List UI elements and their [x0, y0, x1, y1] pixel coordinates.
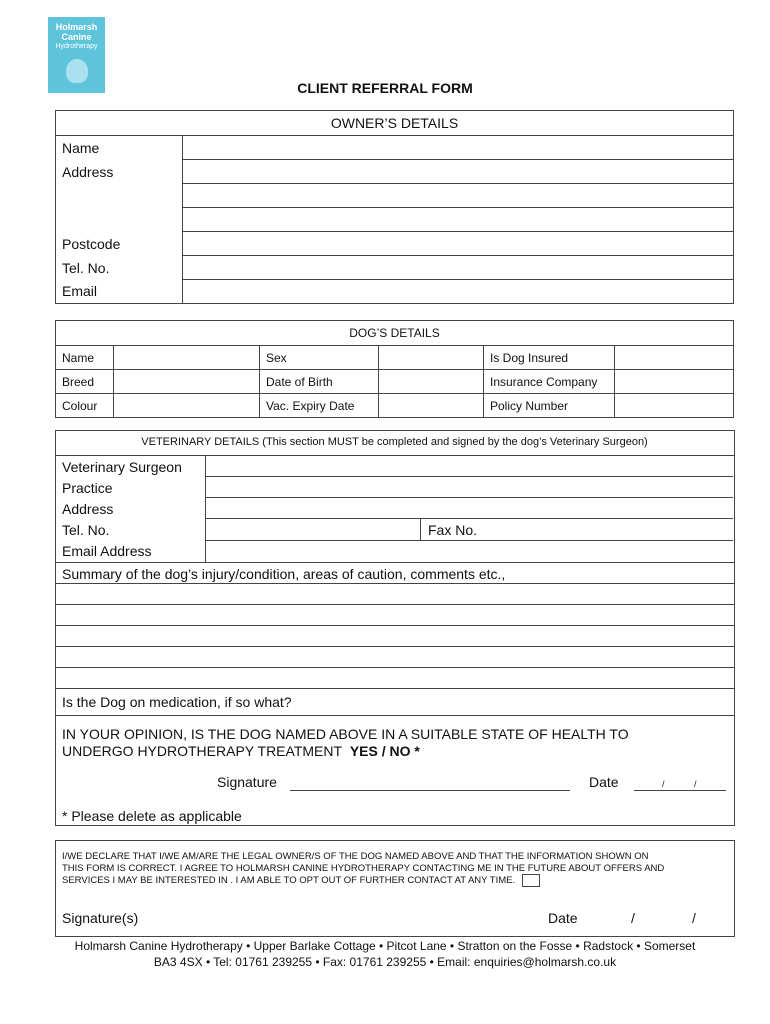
- owner-address-label: Address: [56, 160, 183, 184]
- vet-email-label: Email Address: [62, 543, 152, 559]
- dog-sex-label: Sex: [260, 346, 379, 370]
- vet-address-field[interactable]: [205, 518, 733, 519]
- vet-date-slash-1: /: [662, 779, 665, 789]
- owner-date-slash-2: /: [692, 910, 696, 926]
- footer-address-line1: Holmarsh Canine Hydrotherapy • Upper Barlake Cottage • Pitcot Lane • Stratton on the Fosse • Radstock • Somerset: [74, 939, 696, 953]
- declaration-line2: THIS FORM IS CORRECT. I AGREE TO HOLMARSH CANINE HYDROTHERAPY CONTACTING ME IN THE FUTURE ABOUT OFFERS AND: [62, 863, 665, 874]
- owner-tel-field[interactable]: [183, 256, 734, 280]
- owner-postcode-label: Postcode: [56, 232, 183, 256]
- dog-insured-field[interactable]: [615, 346, 734, 370]
- dogs-header: DOG’S DETAILS: [56, 321, 734, 346]
- owner-tel-label: Tel. No.: [56, 256, 183, 280]
- vet-date-label: Date: [589, 774, 619, 790]
- owner-postcode-field[interactable]: [183, 232, 734, 256]
- owner-name-label: Name: [56, 136, 183, 160]
- logo-text-1: Holmarsh: [55, 22, 98, 32]
- dog-insured-label: Is Dog Insured: [484, 346, 615, 370]
- dog-name-label: Name: [56, 346, 114, 370]
- dogs-details-table: [55, 320, 734, 418]
- owners-details-table: [55, 110, 734, 304]
- veterinary-section: [55, 430, 735, 826]
- owner-address-field-2[interactable]: [183, 184, 734, 208]
- logo-text-2: Canine: [61, 32, 92, 42]
- dog-insurer-label: Insurance Company: [484, 370, 615, 394]
- opt-out-checkbox[interactable]: [522, 874, 540, 887]
- dog-vac-field[interactable]: [379, 394, 484, 418]
- vet-medication-label: Is the Dog on medication, if so what?: [62, 694, 292, 710]
- yes-no-choice[interactable]: YES / NO *: [349, 743, 420, 759]
- dog-name-field[interactable]: [114, 346, 260, 370]
- vet-surgeon-label: Veterinary Surgeon: [62, 459, 182, 475]
- dog-colour-label: Colour: [56, 394, 114, 418]
- summary-line-5[interactable]: [55, 667, 734, 668]
- dog-insurer-field[interactable]: [615, 370, 734, 394]
- declaration-line1: I/WE DECLARE THAT I/WE AM/ARE THE LEGAL OWNER/S OF THE DOG NAMED ABOVE AND THAT THE INFORMATION SHOWN ON: [62, 851, 649, 862]
- vet-tel-label: Tel. No.: [62, 522, 110, 538]
- summary-line-3[interactable]: [55, 625, 734, 626]
- vet-tel-field[interactable]: [205, 540, 733, 541]
- vet-signature-label: Signature: [217, 774, 277, 790]
- vet-signature-field[interactable]: [290, 790, 570, 791]
- logo-text-3: Hydrotherapy: [55, 43, 98, 50]
- declaration-line3: SERVICES I MAY BE INTERESTED IN . I AM ABLE TO OPT OUT OF FURTHER CONTACT AT ANY TIME.: [62, 875, 516, 887]
- dog-policy-field[interactable]: [615, 394, 734, 418]
- dog-colour-field[interactable]: [114, 394, 260, 418]
- vet-date-slash-2: /: [694, 779, 697, 789]
- dog-dob-field[interactable]: [379, 370, 484, 394]
- owner-date-label: Date: [548, 910, 578, 926]
- delete-note: * Please delete as applicable: [62, 808, 242, 824]
- vet-surgeon-field[interactable]: [205, 476, 733, 477]
- vet-practice-field[interactable]: [205, 497, 733, 498]
- vet-practice-label: Practice: [62, 480, 113, 496]
- vet-fax-label: Fax No.: [428, 522, 478, 538]
- vet-header: VETERINARY DETAILS (This section MUST be completed and signed by the dog’s Veterinary Surgeon): [141, 436, 648, 448]
- owner-email-field[interactable]: [183, 280, 734, 304]
- owner-address-field-3[interactable]: [183, 208, 734, 232]
- vet-date-field[interactable]: [634, 790, 726, 791]
- owner-email-label: Email: [56, 280, 183, 304]
- owner-address-field-1[interactable]: [183, 160, 734, 184]
- owner-date-slash-1: /: [631, 910, 635, 926]
- dog-sex-field[interactable]: [379, 346, 484, 370]
- vet-opinion-line2: UNDERGO HYDROTHERAPY TREATMENT: [62, 743, 343, 759]
- dog-policy-label: Policy Number: [484, 394, 615, 418]
- footer-address-line2: BA3 4SX • Tel: 01761 239255 • Fax: 01761 239255 • Email: enquiries@holmarsh.co.uk: [153, 955, 617, 969]
- form-title: CLIENT REFERRAL FORM: [297, 80, 473, 96]
- owner-signatures-label: Signature(s): [62, 910, 139, 926]
- owners-header: OWNER’S DETAILS: [56, 111, 734, 136]
- vet-opinion-line1: IN YOUR OPINION, IS THE DOG NAMED ABOVE IN A SUITABLE STATE OF HEALTH TO: [62, 726, 629, 742]
- summary-line-2[interactable]: [55, 604, 734, 605]
- dog-breed-label: Breed: [56, 370, 114, 394]
- dog-vac-label: Vac. Expiry Date: [260, 394, 379, 418]
- summary-line-1[interactable]: [55, 583, 734, 584]
- summary-line-4[interactable]: [55, 646, 734, 647]
- dog-breed-field[interactable]: [114, 370, 260, 394]
- vet-summary-label: Summary of the dog’s injury/condition, areas of caution, comments etc.,: [62, 566, 506, 582]
- owner-name-field[interactable]: [183, 136, 734, 160]
- dog-dob-label: Date of Birth: [260, 370, 379, 394]
- vet-address-label: Address: [62, 501, 114, 517]
